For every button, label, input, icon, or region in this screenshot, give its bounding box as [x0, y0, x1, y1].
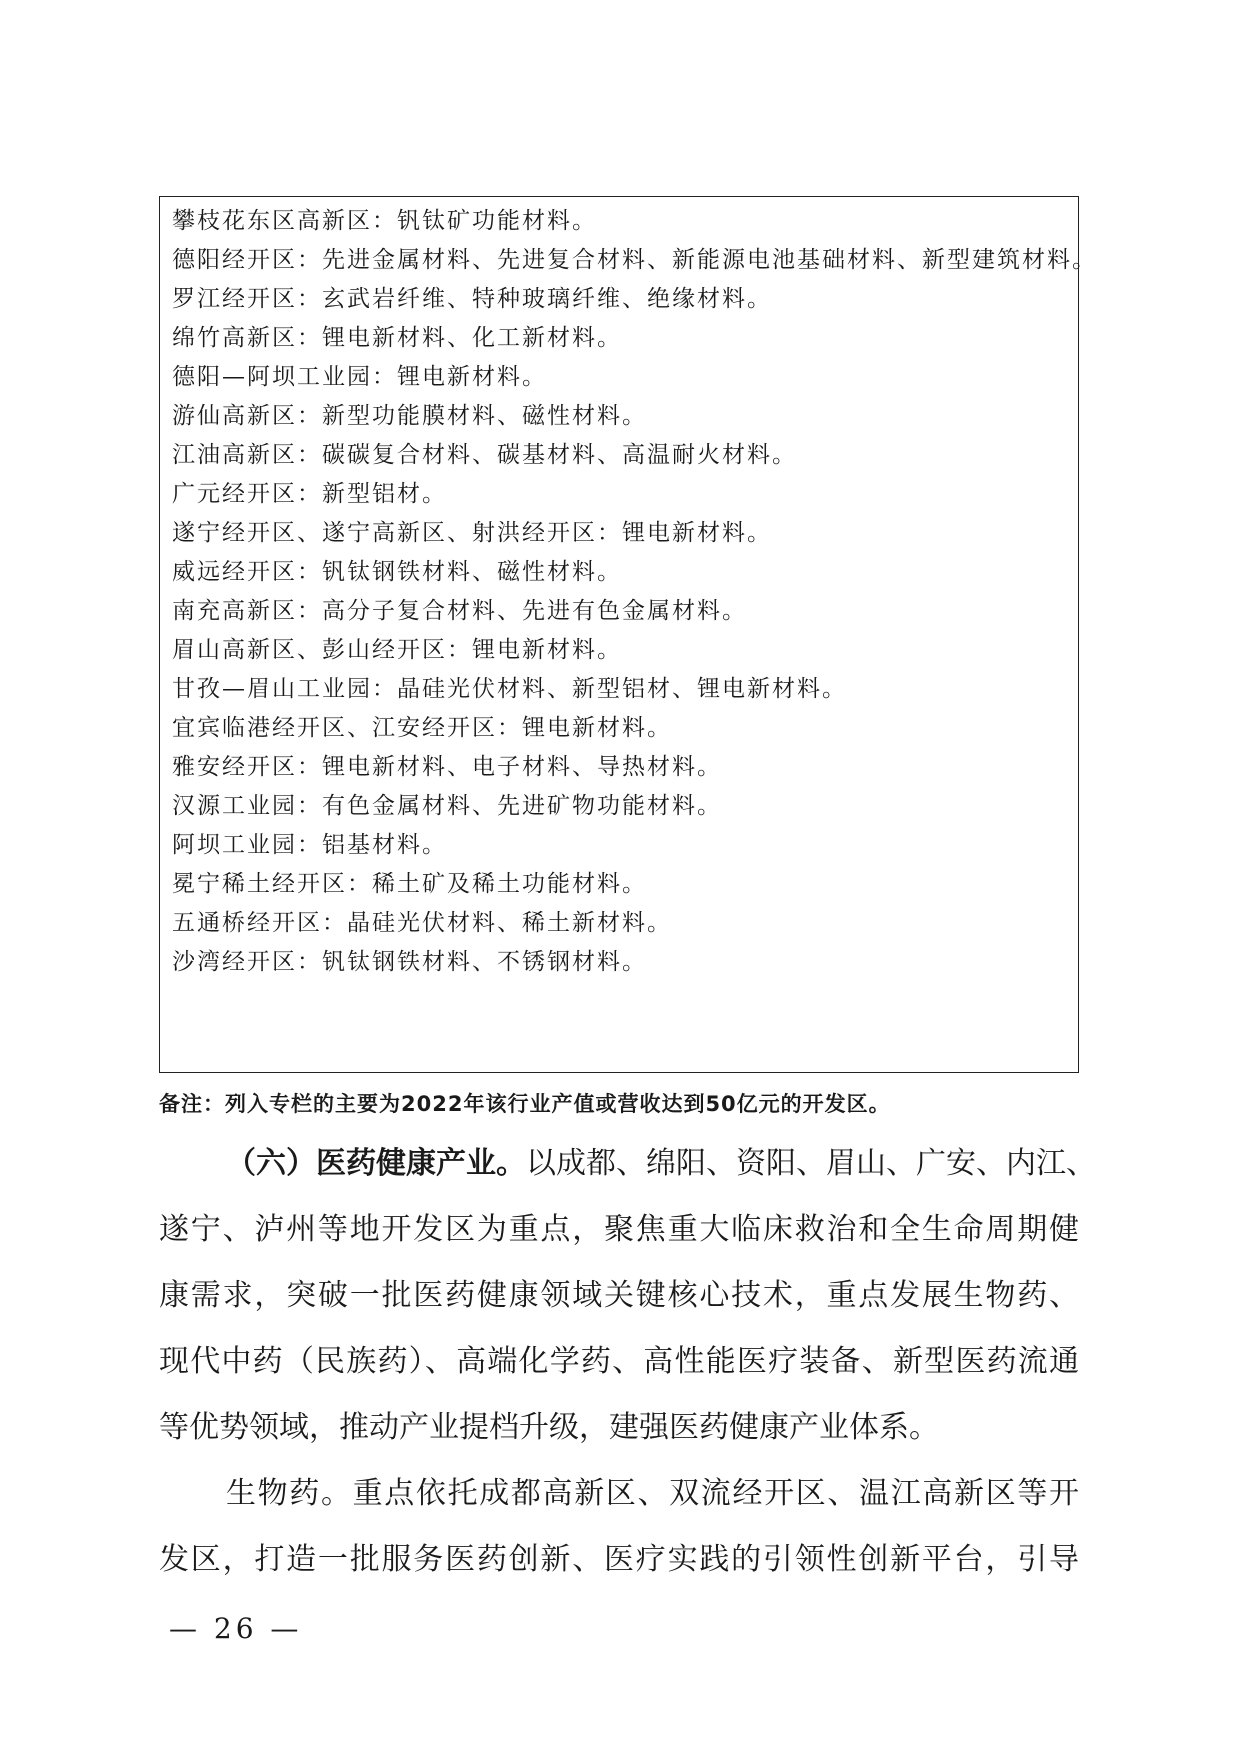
zone-line: 德阳经开区：先进金属材料、先进复合材料、新能源电池基础材料、新型建筑材料。: [172, 247, 1097, 273]
zone-line: 阿坝工业园：铝基材料。: [172, 832, 447, 858]
paragraph-line: 生物药。重点依托成都高新区、双流经开区、温江高新区等开: [226, 1476, 1079, 1511]
zone-line: 罗江经开区：玄武岩纤维、特种玻璃纤维、绝缘材料。: [172, 286, 772, 312]
development-zone-box: [159, 196, 1097, 1073]
zone-line: 宜宾临港经开区、江安经开区：锂电新材料。: [172, 715, 672, 741]
section-heading-line: [226, 1140, 1096, 1188]
zone-line: 沙湾经开区：钒钛钢铁材料、不锈钢材料。: [172, 949, 647, 975]
section-heading: （六）医药健康产业。: [226, 1146, 526, 1181]
section-text: 以成都、绵阳、资阳、眉山、广安、内江、: [526, 1146, 1096, 1181]
page-number: — 26 —: [169, 1612, 303, 1645]
paragraph-line: 等优势领域，推动产业提档升级，建强医药健康产业体系。: [159, 1410, 939, 1445]
zone-line: 眉山高新区、彭山经开区：锂电新材料。: [172, 637, 622, 663]
zone-line: 遂宁经开区、遂宁高新区、射洪经开区：锂电新材料。: [172, 520, 772, 546]
zone-line: 汉源工业园：有色金属材料、先进矿物功能材料。: [172, 793, 722, 819]
paragraph-line: 遂宁、泸州等地开发区为重点，聚焦重大临床救治和全生命周期健: [159, 1212, 1079, 1247]
box-footnote: 备注：列入专栏的主要为2022年该行业产值或营收达到50亿元的开发区。: [159, 1092, 891, 1116]
zone-line: 攀枝花东区高新区：钒钛矿功能材料。: [172, 208, 597, 234]
zone-line: 德阳—阿坝工业园：锂电新材料。: [172, 364, 547, 390]
paragraph-line: 康需求，突破一批医药健康领域关键核心技术，重点发展生物药、: [159, 1278, 1079, 1313]
zone-line: 甘孜—眉山工业园：晶硅光伏材料、新型铝材、锂电新材料。: [172, 676, 847, 702]
paragraph-line: 现代中药（民族药）、高端化学药、高性能医疗装备、新型医药流通: [159, 1344, 1079, 1379]
zone-line: 南充高新区：高分子复合材料、先进有色金属材料。: [172, 598, 747, 624]
zone-line: 雅安经开区：锂电新材料、电子材料、导热材料。: [172, 754, 722, 780]
zone-line: 江油高新区：碳碳复合材料、碳基材料、高温耐火材料。: [172, 442, 797, 468]
zone-line: 广元经开区：新型铝材。: [172, 481, 447, 507]
zone-line: 绵竹高新区：锂电新材料、化工新材料。: [172, 325, 622, 351]
paragraph-line: 发区，打造一批服务医药创新、医疗实践的引领性创新平台，引导: [159, 1542, 1079, 1577]
zone-line: 五通桥经开区：晶硅光伏材料、稀土新材料。: [172, 910, 672, 936]
zone-line: 冕宁稀土经开区：稀土矿及稀土功能材料。: [172, 871, 647, 897]
zone-line: 威远经开区：钒钛钢铁材料、磁性材料。: [172, 559, 622, 585]
zone-line: 游仙高新区：新型功能膜材料、磁性材料。: [172, 403, 647, 429]
